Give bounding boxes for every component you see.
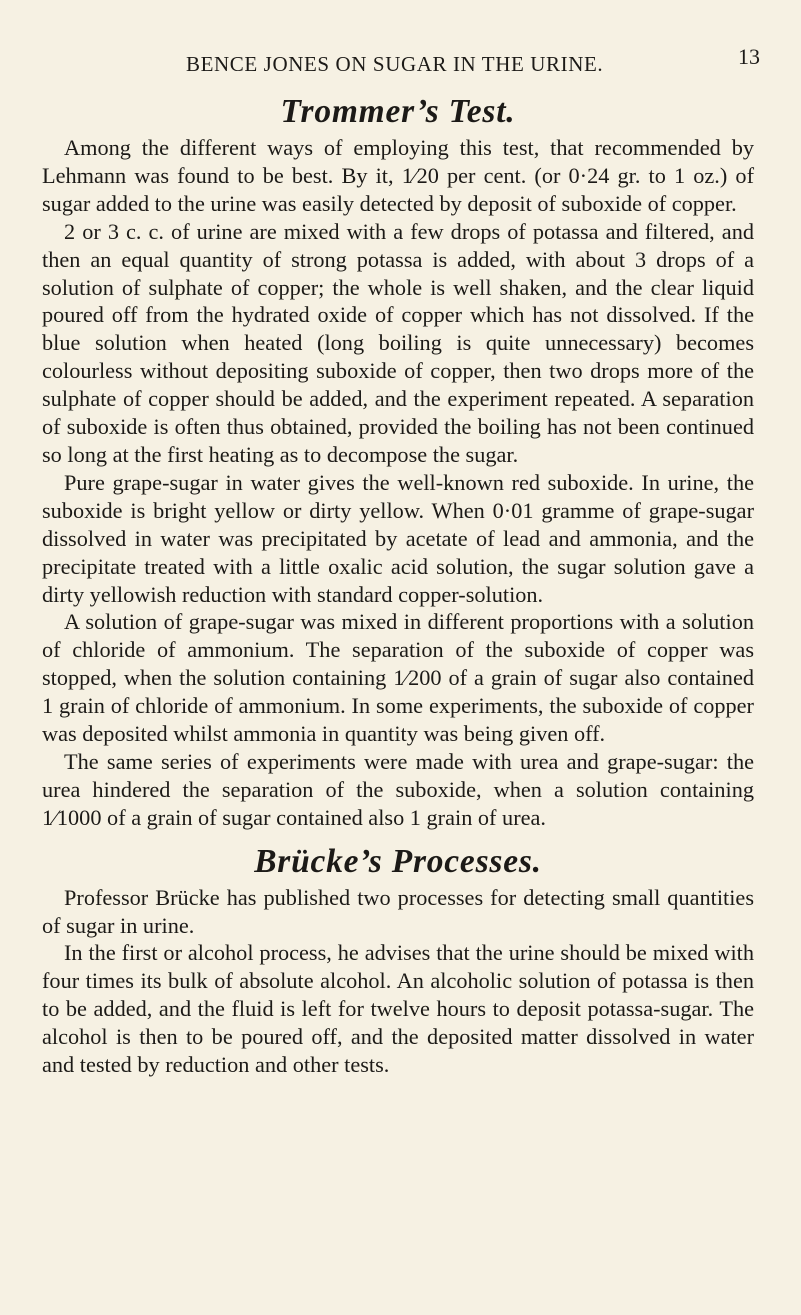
section-heading-brucke: Brücke’s Processes. [254,842,542,880]
paragraph: Professor Brücke has published two processes for detecting small quantities of sugar in urine. [42,884,754,938]
paragraph: Pure grape-sugar in water gives the well-known red suboxide. In urine, the suboxide is bright yellow or dirty yellow. When 0·01 gramme of grape-sugar dissolved in water was precipitated by acetate of lead and ammonia, and the precipitate treated with a little oxalic acid solution, the sugar solution gave a dirty yellowish reduction with standard copper-solution. [42,469,754,607]
paragraph: The same series of experiments were made with urea and grape-sugar: the urea hindered the separation of the suboxide, when a solution containing 1⁄1000 of a grain of sugar contained also 1 grain of urea. [42,748,754,830]
section-heading-trommer: Trommer’s Test. [280,93,516,130]
running-head [0,44,801,82]
body-text [42,93,754,1079]
paragraph: Among the different ways of employing this test, that recommended by Lehmann was found to be best. By it, 1⁄20 per cent. (or 0·24 gr. to 1 oz.) of sugar added to the urine was easily detected by deposit of suboxide of copper. [42,135,754,216]
paragraph: 2 or 3 c. c. of urine are mixed with a few drops of potassa and filtered, and then an equal quantity of strong potassa is added, with about 3 drops of a solution of sulphate of copper; the whole is well shaken, and the clear liquid poured off from the hydrated oxide of copper which has not dissolved. If the blue solution when heated (long boiling is quite unnecessary) becomes colourless without depositing suboxide of copper, then two drops more of the sulphate of copper should be added, and the experiment repeated. A separation of suboxide is often thus obtained, provided the boiling has not been continued so long at the first heating as to decompose the sugar. [42,218,754,467]
running-head-title: BENCE JONES ON SUGAR IN THE URINE. [186,52,604,76]
page-number: 13 [738,44,760,69]
paragraph: A solution of grape-sugar was mixed in different proportions with a solution of chloride of ammonium. The separation of the suboxide of copper was stopped, when the solution containing 1⁄200 of a grain of sugar also contained 1 grain of chloride of ammonium. In some experiments, the suboxide of copper was deposited whilst ammonia in quantity was being given off. [42,609,754,747]
paragraph: In the first or alcohol process, he advises that the urine should be mixed with four times its bulk of absolute alcohol. An alcoholic solution of potassa is then to be added, and the fluid is left for twelve hours to deposit potassa-sugar. The alcohol is then to be poured off, and the deposited matter dissolved in water and tested by reduction and other tests. [42,940,754,1078]
